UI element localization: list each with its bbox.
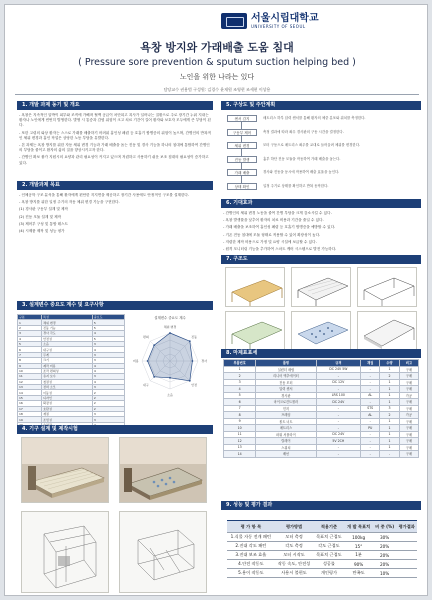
- importance-radar-chart: [129, 301, 211, 401]
- title-block: [5, 41, 428, 93]
- section-header-evaluation: 9. 성능 및 평가 결과: [221, 501, 421, 510]
- table-cell: [396, 551, 417, 560]
- table-cell: 무게: [42, 352, 93, 357]
- radar-point: [169, 377, 171, 379]
- table-header-cell: 규격: [316, 360, 360, 367]
- table-cell: 5: [92, 325, 124, 330]
- radar-point: [169, 332, 171, 334]
- paragraph: - 저렴한 제작 비용으로 가정 및 요양 시설에 보급할 수 있다.: [223, 239, 317, 244]
- radar-title: 설계변수 중요도 계수: [154, 316, 186, 320]
- section-header-motivation: 1. 개발 과제 동기 및 개요: [17, 101, 213, 110]
- logo-korean: 서울시립대학교: [251, 13, 319, 24]
- paragraph: - 가래 배출을 보조하여 흡인성 폐렴 등 호흡기 합병증을 예방할 수 있다.: [223, 225, 336, 230]
- importance-table: [17, 314, 125, 428]
- table-cell: 진동 모터: [256, 379, 316, 386]
- poster-title-english: ( Pressure sore prevention & sputum suction helping bed ): [78, 57, 356, 68]
- table-cell: 1: [380, 425, 399, 432]
- university-name: [251, 13, 319, 29]
- table-cell: 각도 측정: [275, 542, 314, 551]
- table-cell: 개인평가: [313, 569, 344, 578]
- table-cell: 파워 서플라이: [256, 431, 316, 438]
- radar-point: [189, 380, 191, 382]
- table-cell: 4: [18, 336, 42, 341]
- table-cell: 1: [380, 399, 399, 406]
- frame-illustration: [22, 512, 109, 593]
- table-header-cell: 개 발 목표치: [344, 521, 372, 533]
- table-cell: DC 12V: [316, 379, 360, 386]
- table-cell: 20%: [373, 551, 397, 560]
- list-item: (3) 제어부 구성 및 통합 테스트: [19, 221, 68, 226]
- table-cell: 3: [92, 374, 124, 379]
- table-cell: 30%: [373, 533, 397, 542]
- table-header-cell: 평 가 항 목: [227, 521, 275, 533]
- flow-step-box: 센서 감지: [227, 115, 257, 122]
- table-cell: 볼트 너트: [256, 418, 316, 425]
- table-header-cell: 비 중 (%): [373, 521, 397, 533]
- table-cell: DC 24V 5W: [316, 366, 360, 373]
- table-cell: STS: [361, 405, 380, 412]
- table-cell: 모터 시작도: [275, 551, 314, 560]
- table-cell: 4: [92, 368, 124, 373]
- table-cell: 10%: [373, 569, 397, 578]
- table-cell: -: [361, 444, 380, 451]
- table-cell: 마이크로컨트롤러: [256, 399, 316, 406]
- table-cell: -: [361, 431, 380, 438]
- radar-label: 안전: [191, 383, 198, 388]
- table-cell: 4: [92, 347, 124, 352]
- table-cell: 구매: [399, 418, 418, 425]
- paragraph: - 기존 전동 침대에 모듈 형태로 적용할 수 있어 확장성이 높다.: [223, 232, 321, 237]
- table-cell: 3: [92, 341, 124, 346]
- table-cell: DC 24V: [316, 399, 360, 406]
- poster-authors: 담당교수 권용범 구성원: 김경수 윤재원 조영현 조세현 이상용: [163, 87, 271, 92]
- radar-label: 내구: [142, 383, 149, 388]
- table-cell: 4: [92, 379, 124, 384]
- table-cell: 구매: [399, 405, 418, 412]
- table-cell: [396, 569, 417, 578]
- table-cell: 1: [380, 379, 399, 386]
- section-goal-body: [19, 193, 211, 249]
- radar-point: [153, 344, 155, 346]
- table-cell: -: [316, 412, 360, 419]
- header-divider: [15, 94, 419, 95]
- table-cell: LRS 100: [316, 392, 360, 399]
- structure-image-3: [357, 267, 417, 307]
- table-cell: 2: [380, 412, 399, 419]
- table-cell: 1: [380, 431, 399, 438]
- paragraph: - 욕창 방지를 위한 일정 주기의 자동 체위 변경 기능을 구현한다.: [19, 200, 120, 205]
- table-cell: -: [361, 438, 380, 445]
- table-cell: 릴레이: [256, 438, 316, 445]
- table-cell: 이동성: [42, 390, 93, 395]
- section-header-parts: 8. 마제표표세: [221, 349, 421, 358]
- table-cell: -: [316, 386, 360, 393]
- section-header-mechanism: 4. 기구 설계 및 제작시험: [17, 425, 213, 434]
- table-cell: 내구성: [42, 347, 93, 352]
- table-cell: 압력 센서: [256, 386, 316, 393]
- table-row: [227, 551, 417, 560]
- table-cell: 구매: [399, 425, 418, 432]
- paragraph: - 본 과제는 욕창 방지를 위한 자동 체위 변경 기능과 가래 배출을 돕는 진동 및 경사 기능을 하나의 침대에 통합하여 간병인의 부담을 줄이고 환자의 삶의 질을 향상시키고자 한다.: [19, 143, 210, 153]
- table-cell: 20%: [373, 560, 397, 569]
- radar-series: [148, 333, 193, 381]
- table-row: [227, 560, 417, 569]
- section-header-concept: 5. 구상도 및 주안계획: [221, 101, 421, 110]
- table-cell: 4: [92, 331, 124, 336]
- table-cell: -: [380, 451, 399, 458]
- table-cell: 배선: [256, 451, 316, 458]
- mattress-illustration: [292, 268, 351, 307]
- table-row: [227, 569, 417, 578]
- table-cell: 5.용이 작동도: [227, 569, 275, 578]
- radar-plot: [129, 320, 211, 402]
- mattress-illustration: [292, 312, 351, 351]
- table-cell: 9: [18, 363, 42, 368]
- table-cell: 11: [224, 431, 256, 438]
- table-cell: 1: [224, 366, 256, 373]
- paragraph: - 또한 고령의 와상 환자는 스스로 가래를 배출하기 어려워 흡인성 폐렴 등 호흡기 합병증의 위험이 높으며, 간병인의 반복적인 체위 변경과 흡인 작업은 상당한 노동 부담을 유발한다.: [19, 130, 211, 140]
- table-cell: DC 24V: [316, 431, 360, 438]
- table-cell: 체위 변경: [42, 320, 93, 325]
- table-cell: 100kg: [344, 533, 372, 542]
- table-cell: 청결성: [42, 379, 93, 384]
- table-cell: 10: [224, 425, 256, 432]
- table-cell: 5V 2CH: [316, 438, 360, 445]
- table-cell: 성공률: [313, 560, 344, 569]
- table-cell: 3: [92, 412, 124, 417]
- paragraph: - 간병인의 체위 변경 노동을 줄여 간병 부담을 크게 감소시킬 수 있다.: [223, 211, 332, 215]
- section-header-effect: 6. 기대효과: [221, 199, 421, 208]
- table-cell: 4.안전 작동도: [227, 560, 275, 569]
- paragraph: - 욕창 발생률을 낮추어 환자의 치료 비용과 기간을 줄일 수 있다.: [223, 218, 324, 223]
- table-cell: 20%: [373, 542, 397, 551]
- flow-step-box: 가래 배출: [227, 169, 257, 176]
- flow-step-box: 구동부 제어: [227, 129, 257, 136]
- table-cell: -: [316, 425, 360, 432]
- list-item: (4) 시제품 제작 및 성능 평가: [19, 229, 65, 234]
- table-cell: 작동 속도, 안전성: [275, 560, 314, 569]
- table-header-cell: 품명: [256, 360, 316, 367]
- logo-english: UNIVERSITY OF SEOUL: [251, 24, 306, 29]
- poster: [4, 4, 428, 596]
- table-cell: 19: [18, 417, 42, 422]
- table-cell: -: [316, 405, 360, 412]
- table-cell: 13: [18, 385, 42, 390]
- table-cell: 5: [224, 392, 256, 399]
- table-cell: 3: [224, 379, 256, 386]
- table-header-cell: 적용기준: [313, 521, 344, 533]
- table-cell: 2.진대 각도 패턴: [227, 542, 275, 551]
- table-cell: 3: [18, 331, 42, 336]
- table-cell: 구매: [399, 373, 418, 380]
- radar-point: [189, 340, 191, 342]
- paragraph: - 원격 모니터링 기능을 추가하여 스마트 케어 시스템으로 발전 가능하다.: [223, 247, 337, 251]
- flow-step-note: 모터 구동으로 매트리스 좌우를 교대로 들어올려 체위를 변경한다.: [263, 143, 361, 147]
- table-cell: 4: [224, 386, 256, 393]
- table-cell: 6: [18, 347, 42, 352]
- section-motivation-body: [19, 113, 211, 175]
- table-cell: 1: [380, 392, 399, 399]
- table-cell: 1: [380, 418, 399, 425]
- table-cell: 15°: [344, 542, 372, 551]
- table-header-cell: 구분: [18, 315, 42, 320]
- table-cell: [396, 542, 417, 551]
- table-header-cell: 재질: [361, 360, 380, 367]
- table-cell: 5: [92, 336, 124, 341]
- frame-illustration: [120, 512, 207, 593]
- paragraph: - 욕창은 지속적인 압박이 피부와 조직에 가해져 혈액 공급이 차단되고 괴사가 일어나는 질환으로 주로 장기간 누워 지내는 환자나 노인에게 빈번히 발생한다. 발생 시 통증과 감염 위험이 크고 치료 기간이 길어 환자와 보호자 모두에게 큰 부담이 된다.: [19, 113, 211, 128]
- table-cell: 호환성: [42, 406, 93, 411]
- table-row: [227, 533, 417, 542]
- table-cell: -: [361, 379, 380, 386]
- table-cell: 4: [92, 363, 124, 368]
- table-cell: -: [361, 386, 380, 393]
- table-cell: 17: [18, 406, 42, 411]
- table-cell: 10: [18, 368, 42, 373]
- table-cell: AL: [361, 392, 380, 399]
- table-cell: 1: [18, 320, 42, 325]
- table-cell: 2: [92, 406, 124, 411]
- radar-label: 진동: [191, 334, 198, 339]
- tilted-bed-illustration: [358, 312, 417, 351]
- evaluation-table: [227, 520, 417, 578]
- table-cell: 구매: [399, 444, 418, 451]
- table-cell: 매트리스: [256, 425, 316, 432]
- table-cell: 3: [92, 385, 124, 390]
- table-cell: 1분: [344, 551, 372, 560]
- table-cell: 3: [380, 405, 399, 412]
- radar-label: 체위 변경: [163, 324, 177, 329]
- bed-illustration: [120, 438, 207, 503]
- table-cell: 3: [92, 358, 124, 363]
- table-cell: [396, 560, 417, 569]
- structure-image-1: [225, 267, 285, 307]
- table-cell: 조립성: [42, 417, 93, 422]
- table-cell: 진동 기능: [42, 325, 93, 330]
- flow-step-note: 흉부 하단 진동 모듈을 작동하여 가래 배출을 돕는다.: [263, 156, 341, 161]
- radar-point: [147, 360, 149, 362]
- flow-step-note: 매트리스 하부 압력 센서를 통해 환자의 체중 분포와 위치를 측정한다.: [263, 116, 366, 120]
- list-item: (2) 진동 모듈 설계 및 제작: [19, 214, 62, 219]
- radar-point: [153, 376, 155, 378]
- bed-illustration: [22, 438, 109, 503]
- radar-label: 편의: [142, 334, 149, 339]
- table-cell: 구매: [399, 386, 418, 393]
- table-row: [227, 542, 417, 551]
- section-effect-body: [223, 211, 419, 251]
- table-header-cell: 수량: [380, 360, 399, 367]
- table-cell: 2: [92, 395, 124, 400]
- table-header-cell: 특성: [42, 315, 93, 320]
- poster-subtitle: 노인을 위한 나라는 있다: [179, 73, 255, 81]
- table-cell: -: [361, 373, 380, 380]
- table-cell: 구매: [399, 431, 418, 438]
- table-cell: 사용시 불편도: [275, 569, 314, 578]
- table-cell: 1: [380, 366, 399, 373]
- table-cell: 만족도: [344, 569, 372, 578]
- poster-title: 욕창 방지와 가래배출 도움 침대: [140, 41, 294, 54]
- flow-step-box: 상태 확인: [227, 183, 257, 190]
- table-cell: 11: [18, 374, 42, 379]
- bed-render-right: [119, 437, 207, 503]
- table-cell: 7: [224, 405, 256, 412]
- table-cell: 실린더 매립: [256, 366, 316, 373]
- table-cell: 각도 근접도: [313, 542, 344, 551]
- table-cell: 8: [224, 412, 256, 419]
- table-cell: 16: [18, 401, 42, 406]
- table-header-cell: 부품번호: [224, 360, 256, 367]
- table-cell: 크기: [42, 358, 93, 363]
- table-cell: 경사판: [256, 392, 316, 399]
- table-cell: 2: [18, 325, 42, 330]
- table-row: [224, 451, 419, 458]
- table-cell: 소음: [42, 341, 93, 346]
- table-cell: 7: [18, 352, 42, 357]
- university-logo: [221, 13, 319, 29]
- table-cell: 14: [18, 390, 42, 395]
- flow-step-box: 체위 변경: [227, 142, 257, 149]
- table-cell: PU: [361, 425, 380, 432]
- table-cell: 디자인: [42, 395, 93, 400]
- table-cell: [396, 533, 417, 542]
- bed-frame-illustration: [226, 268, 285, 307]
- table-cell: -: [361, 366, 380, 373]
- table-cell: 9: [224, 418, 256, 425]
- frame-drawing-right: [119, 511, 207, 593]
- radar-label: 소음: [167, 393, 173, 398]
- table-cell: 힌지: [256, 405, 316, 412]
- table-cell: -: [316, 418, 360, 425]
- table-cell: 1: [380, 444, 399, 451]
- university-emblem-icon: [221, 13, 247, 29]
- table-header-cell: 비고: [399, 360, 418, 367]
- table-cell: 확장성: [42, 401, 93, 406]
- table-cell: 14: [224, 451, 256, 458]
- list-item: (1) 경사판 구동부 설계 및 제작: [19, 207, 68, 212]
- table-cell: 안전성: [42, 336, 93, 341]
- structure-image-5: [291, 311, 351, 351]
- table-cell: 18: [18, 412, 42, 417]
- table-cell: -: [316, 451, 360, 458]
- table-cell: 모터 측정: [275, 533, 314, 542]
- table-cell: -: [316, 373, 360, 380]
- flow-step-box: 진동 발생: [227, 156, 257, 163]
- table-cell: 재질: [42, 412, 93, 417]
- table-cell: 3: [92, 352, 124, 357]
- table-cell: 12: [224, 438, 256, 445]
- flow-step-note: 측정 결과에 따라 좌우 경사판의 구동 시간을 결정한다.: [263, 129, 344, 134]
- bed-frame-illustration: [226, 312, 285, 351]
- table-cell: -: [361, 451, 380, 458]
- flow-step-note: 일정 주기로 상태를 확인하고 반복 동작한다.: [263, 183, 329, 188]
- table-cell: 가공: [399, 392, 418, 399]
- parts-table: [223, 359, 419, 458]
- table-header-cell: 평가결과: [396, 521, 417, 533]
- table-header-cell: 중요도: [92, 315, 124, 320]
- table-cell: 1: [380, 386, 399, 393]
- table-cell: 유지 보수: [42, 374, 93, 379]
- table-cell: -: [361, 399, 380, 406]
- table-cell: 90%: [344, 560, 372, 569]
- frame-drawing-left: [21, 511, 109, 593]
- table-cell: 2: [380, 373, 399, 380]
- table-cell: 3.진대 보조 효율: [227, 551, 275, 560]
- table-cell: AL: [361, 412, 380, 419]
- section-header-goal: 2. 개발과제 목표: [17, 181, 213, 190]
- flow-step-note: 경사와 진동을 동시에 작용하여 배출 효율을 높인다.: [263, 170, 340, 174]
- table-cell: 전력 소모: [42, 385, 93, 390]
- table-cell: 12: [18, 379, 42, 384]
- structure-image-4: [225, 311, 285, 351]
- table-cell: 목표치 근접도: [313, 533, 344, 542]
- section-header-variables: 3. 설계변수 중요도 계수 및 요구사항: [17, 301, 213, 310]
- table-cell: 2: [224, 373, 256, 380]
- radar-label: 비용: [132, 359, 139, 363]
- paragraph: - 인체공학 구조 분석을 통해 환자에게 편안한 지지면을 제공하고 장기간 사용에도 안정적인 구조를 설계한다.: [19, 193, 190, 197]
- table-cell: -: [316, 444, 360, 451]
- table-cell: 경사 각도: [42, 331, 93, 336]
- table-cell: 5: [92, 320, 124, 325]
- table-cell: 1: [380, 438, 399, 445]
- table-cell: 15: [18, 395, 42, 400]
- table-cell: 6: [224, 399, 256, 406]
- structure-image-2: [291, 267, 351, 307]
- section-header-structure: 7. 구조도: [221, 255, 421, 264]
- table-cell: 리니어 액추에이터: [256, 373, 316, 380]
- table-header-row: [227, 521, 417, 533]
- table-cell: 13: [224, 444, 256, 451]
- table-cell: 5: [18, 341, 42, 346]
- frame-illustration: [358, 268, 417, 307]
- table-cell: 프레임: [256, 412, 316, 419]
- table-cell: 가공: [399, 412, 418, 419]
- table-cell: 구매: [399, 399, 418, 406]
- table-cell: 2: [92, 401, 124, 406]
- table-cell: 구매: [399, 379, 418, 386]
- table-cell: 스위치: [256, 444, 316, 451]
- table-cell: 구매: [399, 451, 418, 458]
- table-cell: 조작 편의성: [42, 368, 93, 373]
- table-cell: 3: [92, 417, 124, 422]
- table-cell: 1.식물 자동 전개 패턴: [227, 533, 275, 542]
- radar-label: 경사: [201, 359, 208, 363]
- table-cell: 2: [92, 390, 124, 395]
- paragraph: - 간병인 확보 불가 지원시의 요양과 관리 필요성이 커지고 있으며 저렴하고 사용하기 쉬운 보조 침대의 필요성이 증가하고 있다.: [19, 155, 209, 165]
- structure-image-6: [357, 311, 417, 351]
- table-cell: -: [361, 418, 380, 425]
- table-header-cell: 평가방법: [275, 521, 314, 533]
- table-cell: 제작 비용: [42, 363, 93, 368]
- table-cell: 8: [18, 358, 42, 363]
- radar-point: [192, 360, 194, 362]
- table-cell: 구매: [399, 438, 418, 445]
- bed-render-left: [21, 437, 109, 503]
- table-cell: 구매: [399, 366, 418, 373]
- table-cell: 목표치 근접도: [313, 551, 344, 560]
